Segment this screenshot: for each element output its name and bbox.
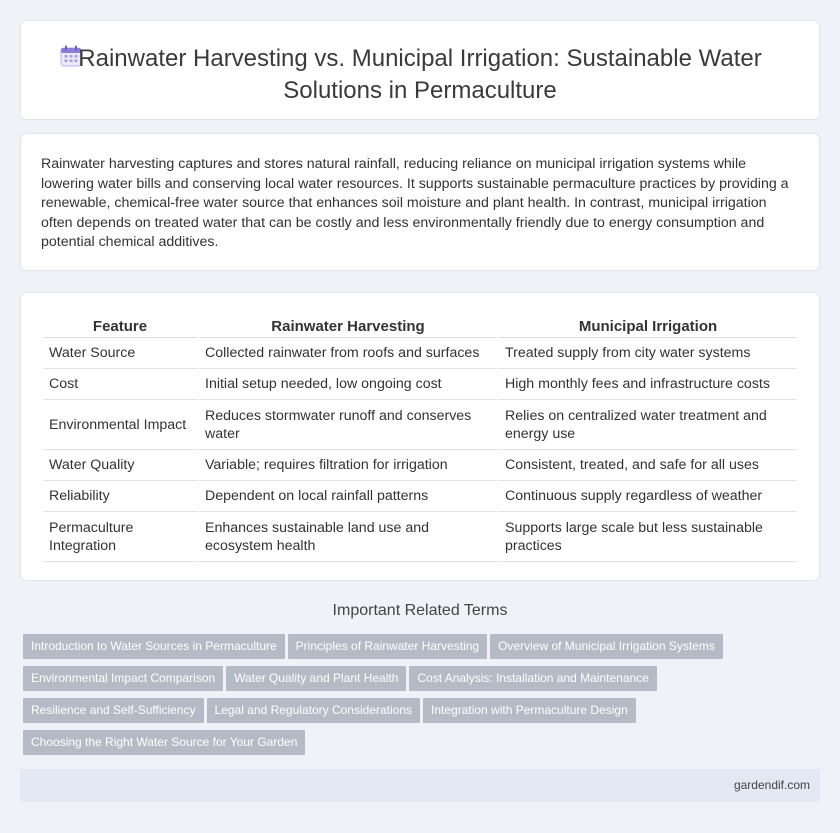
related-term-tag[interactable]: Resilience and Self-Sufficiency <box>23 698 204 723</box>
table-cell: Collected rainwater from roofs and surfaces <box>199 338 497 369</box>
related-term-tag[interactable]: Overview of Municipal Irrigation Systems <box>490 634 723 659</box>
summary-card <box>20 133 820 271</box>
footer-site-link[interactable]: gardendif.com <box>733 778 810 792</box>
table-row <box>43 512 797 562</box>
page-title: Rainwater Harvesting vs. Municipal Irrigation: Sustainable Water Solutions in Permaculture <box>78 45 762 104</box>
related-terms-heading: Important Related Terms <box>332 602 508 619</box>
table-cell: Continuous supply regardless of weather <box>499 481 797 512</box>
related-term-tag[interactable]: Environmental Impact Comparison <box>23 666 223 691</box>
table-cell: Dependent on local rainfall patterns <box>199 481 497 512</box>
table-row <box>43 400 797 450</box>
table-row <box>43 450 797 481</box>
table-cell: Water Source <box>43 338 197 369</box>
comparison-table <box>41 311 799 562</box>
table-cell: Water Quality <box>43 450 197 481</box>
footer-bar <box>20 769 820 802</box>
table-cell: Reduces stormwater runoff and conserves water <box>199 400 497 450</box>
table-cell: Enhances sustainable land use and ecosystem health <box>199 512 497 562</box>
related-term-tag[interactable]: Choosing the Right Water Source for Your Garden <box>23 730 305 755</box>
table-cell: Reliability <box>43 481 197 512</box>
table-cell: Variable; requires filtration for irrigation <box>199 450 497 481</box>
related-term-tag[interactable]: Cost Analysis: Installation and Maintenance <box>409 666 656 691</box>
column-header-rainwater: Rainwater Harvesting <box>199 311 497 338</box>
table-cell: Consistent, treated, and safe for all uses <box>499 450 797 481</box>
column-header-feature: Feature <box>43 311 197 338</box>
table-row <box>43 369 797 400</box>
table-cell: Environmental Impact <box>43 400 197 450</box>
title-card <box>20 20 820 120</box>
table-cell: Cost <box>43 369 197 400</box>
table-cell: Permaculture Integration <box>43 512 197 562</box>
table-row <box>43 481 797 512</box>
table-cell: Initial setup needed, low ongoing cost <box>199 369 497 400</box>
table-cell: Treated supply from city water systems <box>499 338 797 369</box>
table-row <box>43 338 797 369</box>
table-cell: Supports large scale but less sustainable practices <box>499 512 797 562</box>
comparison-table-card <box>20 292 820 581</box>
table-header-row <box>43 311 797 338</box>
column-header-municipal: Municipal Irrigation <box>499 311 797 338</box>
table-cell: Relies on centralized water treatment and energy use <box>499 400 797 450</box>
related-term-tag[interactable]: Integration with Permaculture Design <box>423 698 636 723</box>
related-term-tag[interactable]: Introduction to Water Sources in Permaculture <box>23 634 285 659</box>
table-cell: High monthly fees and infrastructure costs <box>499 369 797 400</box>
related-term-tag[interactable]: Legal and Regulatory Considerations <box>207 698 420 723</box>
related-term-tag[interactable]: Principles of Rainwater Harvesting <box>288 634 487 659</box>
related-term-tag[interactable]: Water Quality and Plant Health <box>226 666 406 691</box>
summary-paragraph: Rainwater harvesting captures and stores natural rainfall, reducing reliance on municipal irrigation systems while lowering water bills and conserving local water resources. It supports sustainable permaculture practices by providing a renewable, chemical-free water source that enhances soil moisture and plant health. In contrast, municipal irrigation often depends on treated water that can be costly and less environmentally friendly due to energy consumption and potential chemical additives. <box>41 156 789 251</box>
